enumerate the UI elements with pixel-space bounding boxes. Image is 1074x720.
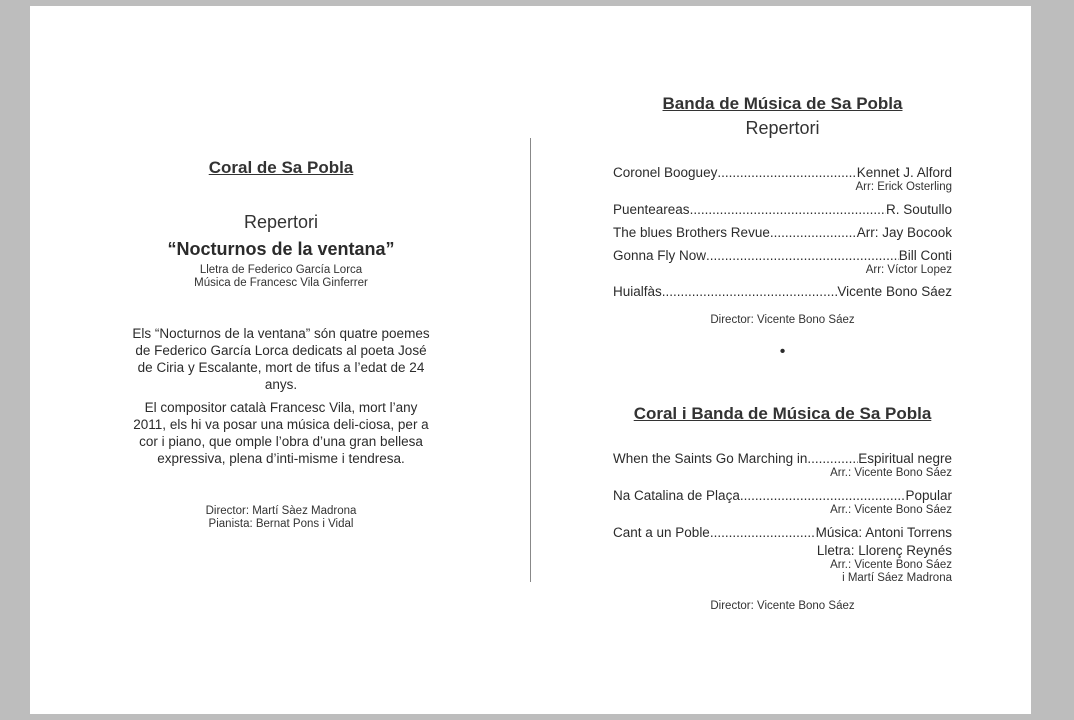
band-section [613, 94, 952, 361]
joint-title: Coral i Banda de Música de Sa Pobla [633, 404, 932, 423]
choir-director: Director: Martí Sàez Madrona [205, 505, 357, 517]
left-column [130, 158, 432, 531]
leader-dots [662, 283, 838, 300]
joint-section [613, 404, 952, 613]
joint-director: Director: Vicente Bono Sáez [710, 600, 855, 612]
leader-dots [690, 201, 886, 218]
work-author: Kennet J. Alford [856, 165, 952, 180]
band-title: Banda de Música de Sa Pobla [662, 94, 903, 113]
work-name: When the Saints Go Marching in [613, 451, 808, 466]
band-item [613, 224, 952, 241]
leader-dots [740, 487, 906, 504]
leader-dots [807, 450, 858, 467]
arranger: Arr.: Vicente Bono Sáez [830, 504, 952, 516]
lyrics-credit: Lletra de Federico García Lorca [199, 264, 363, 276]
band-director: Director: Vicente Bono Sáez [710, 314, 855, 326]
pianist: Pianista: Bernat Pons i Vidal [208, 518, 354, 530]
work-author: Vicente Bono Sáez [837, 284, 952, 299]
leader-dots [717, 164, 856, 181]
work-author: Espiritual negre [858, 451, 952, 466]
description-paragraph: Els “Nocturnos de la ventana” són quatre poemes de Federico García Lorca dedicats al poeta José de Ciria y Escalante, mort de tifus a l’edat de 24 anys. [132, 326, 430, 392]
choir-repertoire-heading: Repertori [243, 212, 319, 232]
joint-item [613, 524, 952, 541]
work-author: Música: Antoni Torrens [815, 525, 952, 540]
arranger: Arr: Erick Osterling [855, 181, 952, 193]
work-name: Puenteareas [613, 202, 690, 217]
music-credit: Música de Francesc Vila Ginferrer [194, 277, 368, 289]
work-name: Gonna Fly Now [613, 248, 707, 263]
work-author: Arr: Jay Bocook [856, 225, 952, 240]
work-name: Coronel Booguey [613, 165, 718, 180]
lyricist: Lletra: Llorenç Reynés [816, 543, 952, 558]
work-author: Popular [905, 488, 952, 503]
leader-dots [770, 224, 857, 241]
program-page [30, 6, 1031, 714]
band-repertoire-heading: Repertori [745, 118, 820, 138]
band-item [613, 164, 952, 181]
work-name: Huialfàs [613, 284, 662, 299]
work-author: R. Soutullo [885, 202, 952, 217]
joint-item [613, 487, 952, 504]
joint-item [613, 450, 952, 467]
description-paragraph: El compositor català Francesc Vila, mort l’any 2011, els hi va posar una música deli-ciosa, per a cor i piano, que omple l’obra d’una gran bellesa expressiva, plena d’inti-misme i tendresa. [133, 400, 429, 466]
section-separator: • [779, 343, 786, 360]
leader-dots [710, 524, 816, 541]
work-name: Na Catalina de Plaça [613, 488, 740, 503]
arranger: Arr.: Vicente Bono Sáez [830, 467, 952, 479]
work-name: Cant a un Poble [613, 525, 710, 540]
band-item [613, 247, 952, 264]
choir-title: Coral de Sa Pobla [208, 158, 354, 177]
band-item [613, 201, 952, 218]
band-item [613, 283, 952, 300]
work-author: Bill Conti [898, 248, 952, 263]
arranger-continued: i Martí Sáez Madrona [842, 572, 952, 584]
column-divider [530, 138, 531, 582]
work-name: The blues Brothers Revue [613, 225, 770, 240]
arranger: Arr: Víctor Lopez [865, 264, 952, 276]
leader-dots [706, 247, 899, 264]
arranger: Arr.: Vicente Bono Sáez [830, 559, 952, 571]
work-title: “Nocturnos de la ventana” [167, 239, 395, 259]
